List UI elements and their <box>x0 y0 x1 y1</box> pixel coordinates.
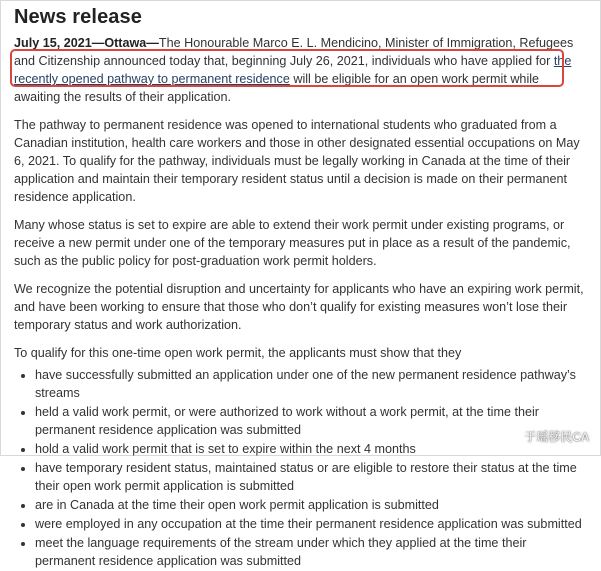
paragraph-qualify-intro: To qualify for this one-time open work permit, the applicants must show that they <box>14 346 462 360</box>
paragraph-pathway: The pathway to permanent residence was opened to international students who graduated from a Canadian institution, health care workers and those in other designated essential occupations on May 6, 2021. To qualify for the pathway, individuals must be legally working in Canada at the time of their application and maintain their temporary resident status until a decision is made on their permanent residence application. <box>14 118 580 204</box>
list-item: • were employed in any occupation at the time their permanent residence application was submitted <box>35 515 588 533</box>
paragraph-status-extension: Many whose status is set to expire are able to extend their work permit under existing programs, or receive a new permit under one of the temporary measures put in place as a result of the pandemic, such as the public policy for post-graduation work permit holders. <box>14 218 571 268</box>
paragraph-disruption: We recognize the potential disruption and uncertainty for applicants who have an expiring work permit, and have been working to ensure that those who don’t qualify for existing measures won’t lose their temporary status and work authorization. <box>14 282 584 332</box>
watermark <box>503 428 589 446</box>
lead-paragraph <box>14 34 588 106</box>
list-item: • are in Canada at the time their open work permit application is submitted <box>35 496 588 514</box>
wechat-icon <box>503 429 519 445</box>
dateline: July 15, 2021—Ottawa— <box>14 36 159 50</box>
list-item: • meet the language requirements of the stream under which they applied at the time their permanent residence application was submitted <box>35 534 588 570</box>
list-item: • have temporary resident status, maintained status or are eligible to restore their status at the time their open work permit application is submitted <box>35 459 588 495</box>
watermark-text: 于瑶移民CA <box>524 430 589 444</box>
news-release-article <box>14 4 588 571</box>
list-item: • hold a valid work permit that is set to expire within the next 4 months <box>35 440 588 458</box>
list-item: • held a valid work permit, or were authorized to work without a work permit, at the time their permanent residence application was submitted <box>35 403 588 439</box>
requirements-list <box>14 366 588 570</box>
list-item: • have successfully submitted an application under one of the new permanent residence pathway’s streams <box>35 366 588 402</box>
lead-text-after-link: will be eligible for an open work permit while awaiting the results of their application. <box>14 72 540 104</box>
page-title: News release <box>14 6 142 28</box>
lead-text-before-link: The Honourable Marco E. L. Mendicino, Minister of Immigration, Refugees and Citizenship announced today that, beginning July 26, 2021, individuals who have applied for <box>14 36 574 68</box>
permanent-residence-pathway-link[interactable]: the recently opened pathway to permanent residence <box>14 54 572 86</box>
